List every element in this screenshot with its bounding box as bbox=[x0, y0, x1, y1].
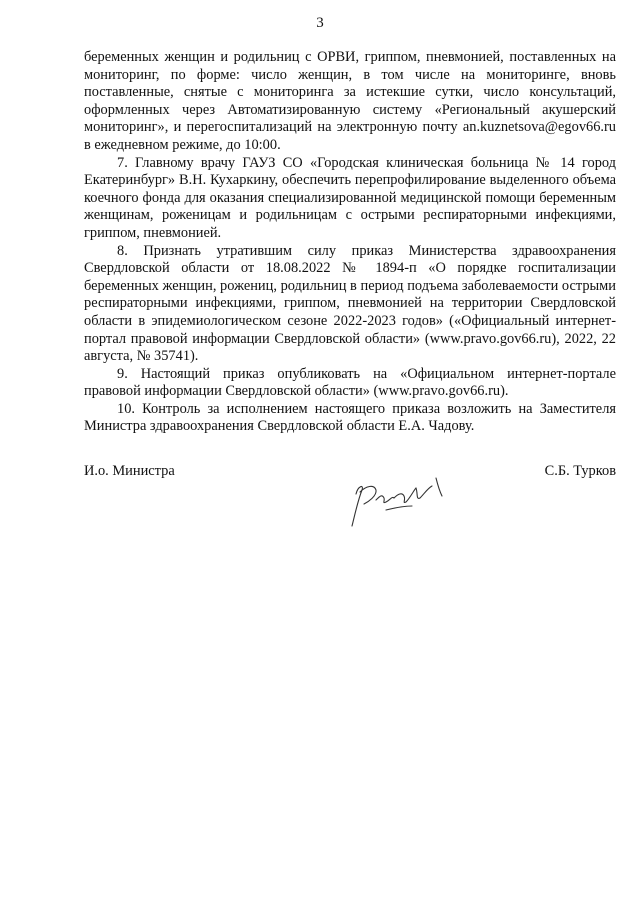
paragraph-continuation: беременных женщин и родильниц с ОРВИ, гриппом, пневмонией, поставленных на мониторинг, по форме: число женщин, в том числе на мониторинге, вновь поставленные, снятые с мониторинга за истекшие сутки, число консультаций, оформленных через Автоматизированную систему «Региональный акушерский мониторинг», и перегоспитализаций на электронную почту an.kuznetsova@egov66.ru в ежедневном режиме, до 10:00. bbox=[84, 49, 616, 153]
signatory-title: И.о. Министра bbox=[84, 463, 175, 479]
paragraph-item-9: 9. Настоящий приказ опубликовать на «Официальном интернет-портале правовой информации Свердловской области» (www.pravo.gov66.ru). bbox=[84, 365, 616, 400]
page-number: 3 bbox=[316, 15, 324, 31]
handwritten-signature-icon bbox=[346, 470, 456, 530]
paragraph-item-8: 8. Признать утратившим силу приказ Министерства здравоохранения Свердловской области от 18.08.2022 № 1894-п «О порядке госпитализации беременных женщин, рожениц, родильниц в период подъема заболеваемости острыми респираторными инфекциями, гриппом, пневмонией на территории Свердловской области в эпидемиологическом сезоне 2022-2023 годов» («Официальный интернет-портал правовой информации Свердловской области» (www.pravo.gov66.ru), 2022, 22 августа, № 35741). bbox=[84, 242, 616, 365]
paragraph-item-7: 7. Главному врачу ГАУЗ СО «Городская клиническая больница № 14 город Екатеринбург» В.Н. Кухаркину, обеспечить перепрофилирование выделенного объема коечного фонда для оказания специализированной медицинской помощи беременным женщинам, роженицам и родильницам с острыми респираторными инфекциями, гриппом, пневмонией. bbox=[84, 154, 616, 241]
document-body bbox=[84, 49, 616, 436]
signatory-name: С.Б. Турков bbox=[544, 463, 616, 479]
paragraph-item-10: 10. Контроль за исполнением настоящего приказа возложить на Заместителя Министра здравоохранения Свердловской области Е.А. Чадову. bbox=[84, 400, 616, 435]
